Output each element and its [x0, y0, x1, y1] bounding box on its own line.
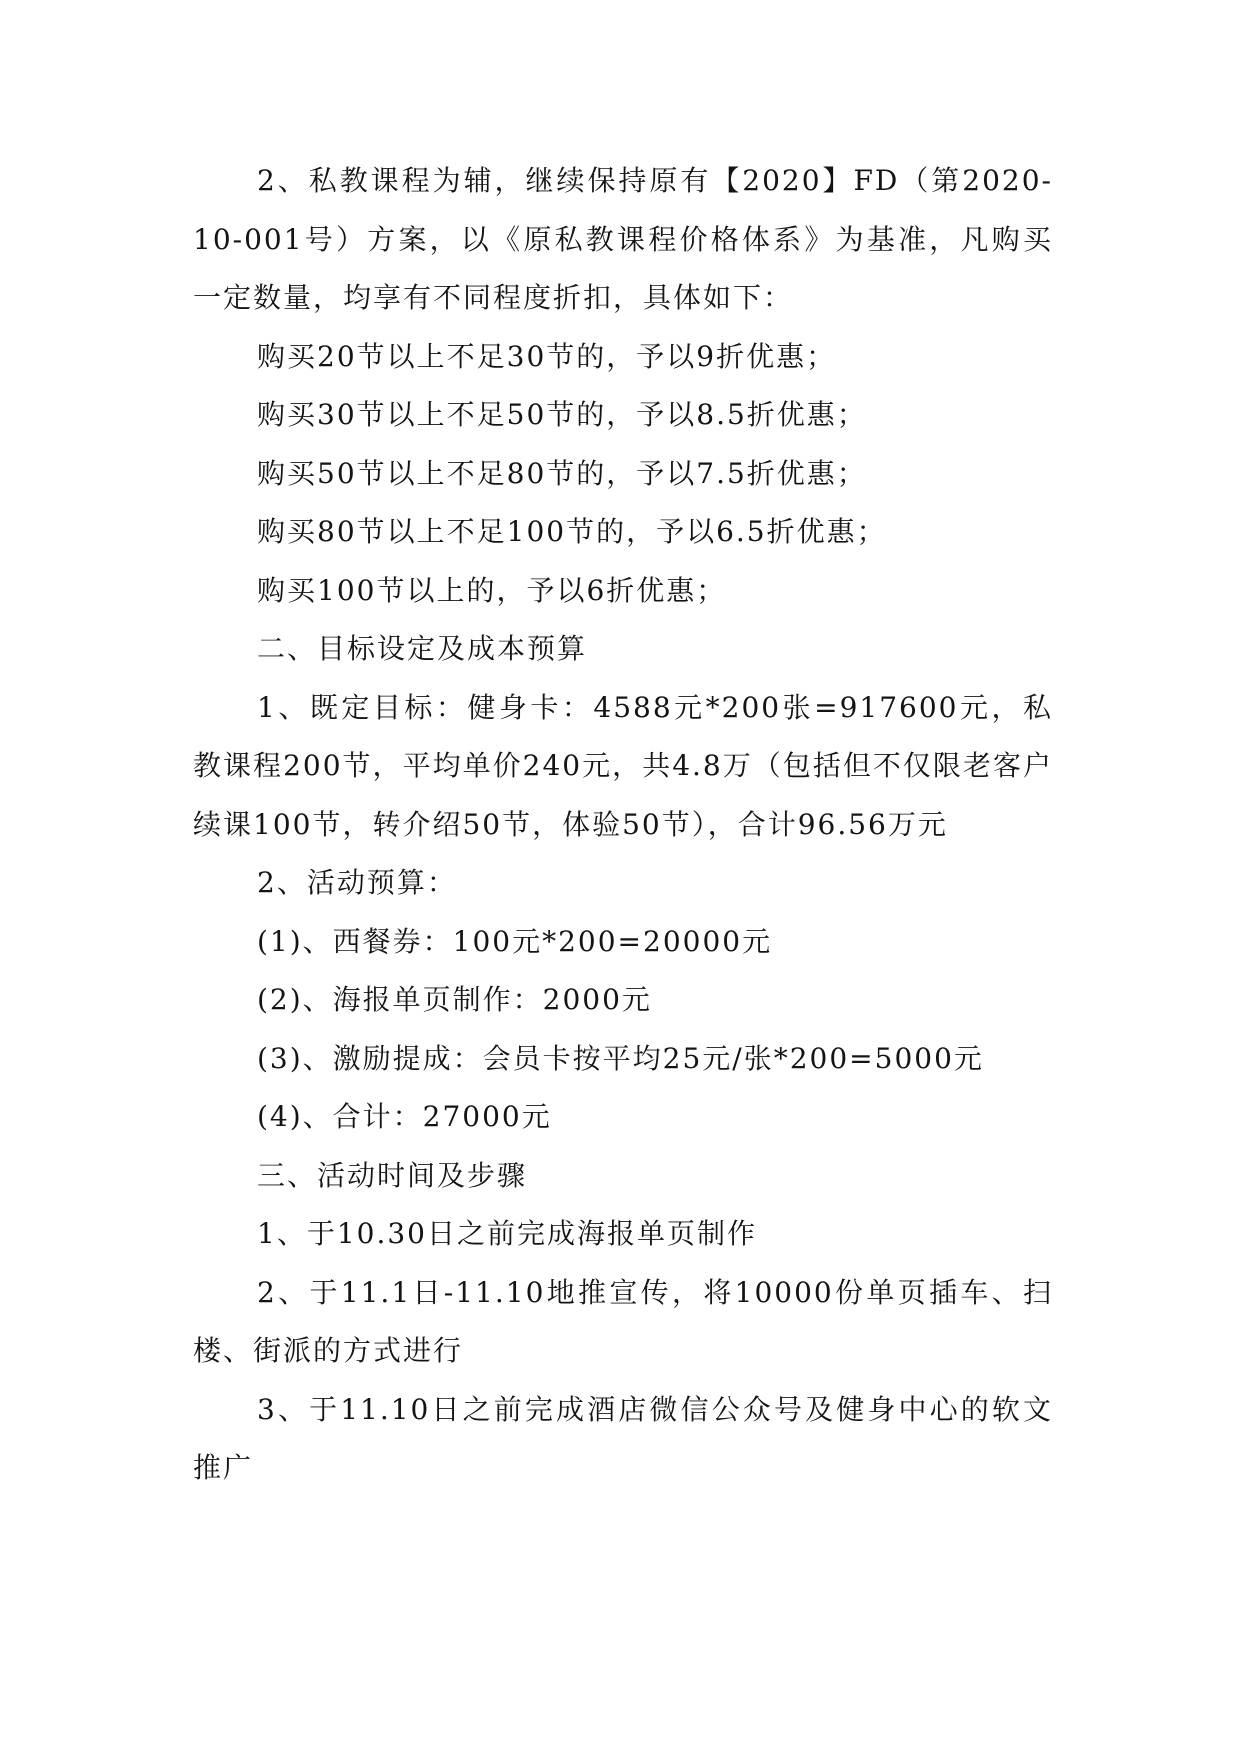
paragraph-private-course: 2、私教课程为辅，继续保持原有【2020】FD（第2020-10-001号）方案，以《原私教课程价格体系》为基准，凡购买一定数量，均享有不同程度折扣，具体如下： [193, 164, 1053, 314]
schedule-step-1: 1、于10.30日之前完成海报单页制作 [257, 1217, 757, 1250]
section-heading-targets: 二、目标设定及成本预算 [257, 632, 588, 665]
paragraph-budget-heading: 2、活动预算： [257, 866, 457, 899]
budget-item-poster: (2)、海报单页制作：2000元 [257, 983, 652, 1016]
schedule-step-3: 3、于11.10日之前完成酒店微信公众号及健身中心的软文推广 [193, 1392, 1053, 1484]
paragraph-target: 1、既定目标：健身卡：4588元*200张=917600元，私教课程200节，平均单价240元，共4.8万（包括但不仅限老客户续课100节，转介绍50节，体验50节），合计96.56万元 [193, 690, 1053, 841]
budget-item-total: (4)、合计：27000元 [257, 1100, 552, 1133]
paragraph-discount-50: 购买50节以上不足80节的，予以7.5折优惠； [257, 456, 867, 490]
paragraph-discount-80: 购买80节以上不足100节的，予以6.5折优惠； [257, 515, 887, 548]
paragraph-discount-100: 购买100节以上的，予以6折优惠； [257, 573, 727, 607]
budget-item-voucher: (1)、西餐券：100元*200=20000元 [257, 924, 773, 958]
section-heading-schedule: 三、活动时间及步骤 [257, 1158, 528, 1192]
paragraph-discount-30: 购买30节以上不足50节的，予以8.5折优惠； [257, 398, 867, 431]
schedule-step-2: 2、于11.1日-11.10地推宣传，将10000份单页插车、扫楼、街派的方式进行 [193, 1275, 1053, 1367]
budget-item-commission: (3)、激励提成：会员卡按平均25元/张*200=5000元 [257, 1041, 984, 1075]
paragraph-discount-20: 购买20节以上不足30节的，予以9折优惠； [257, 339, 837, 373]
document-body [193, 152, 1053, 1498]
